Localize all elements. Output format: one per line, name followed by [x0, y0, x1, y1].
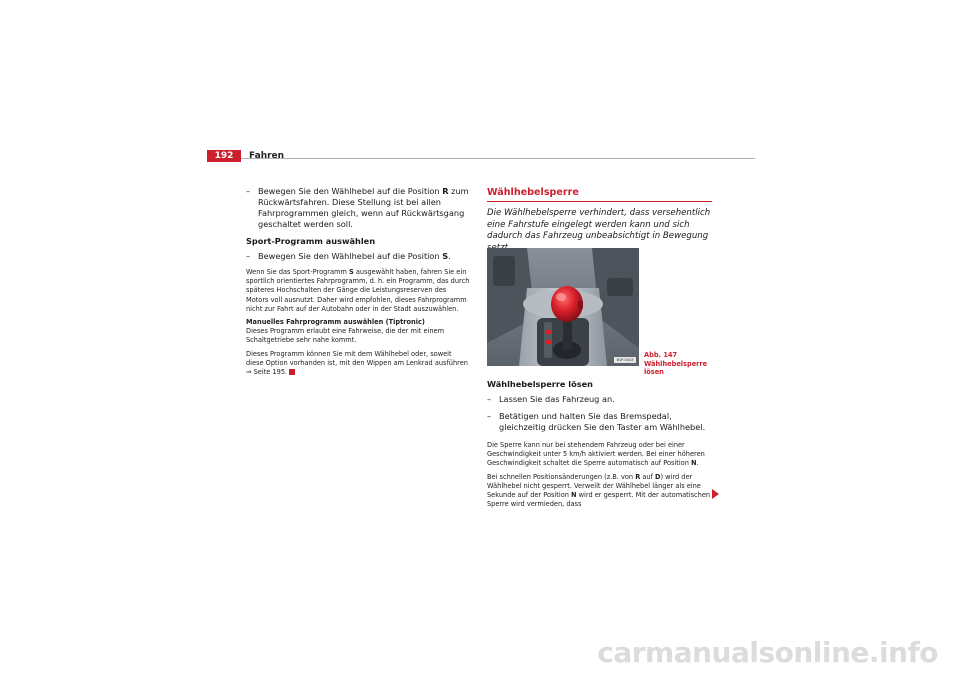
- section-intro: Die Wählhebelsperre verhindert, dass versehentlich eine Fahrstufe eingelegt werden kann und sich dadurch das Fahrzeug unbeabsichtigt in Bewegung: [487, 208, 711, 241]
- continue-arrow-icon: [712, 489, 719, 499]
- section-title: Wählhebelsperre: [487, 187, 712, 202]
- release-heading: Wählhebelsperre lösen: [487, 379, 593, 389]
- header-rule: [207, 158, 755, 159]
- note-quick-change: Bei schnellen Positionsänderungen (z.B. von R auf D) wird der Wählhebel nicht gesperrt. Verweilt der Wählhebel länger als eine Sekunde auf der Position N wird er gesperrt. Mit der automatischen Sperre wird vermieden, dass: [487, 472, 711, 509]
- page-link[interactable]: Dieses Programm können Sie mit dem Wählhebel oder, soweit diese Option vorhanden ist, mit den Wippen am Lenkrad ausführen ⇒ Seite 195.: [246, 349, 468, 377]
- right-column-lower: [487, 379, 712, 513]
- figure-caption: Abb. 147 Wählhebelsperre lösen: [644, 351, 708, 376]
- bullet-sport: – Bewegen Sie den Wählhebel auf die Position S.: [246, 251, 451, 261]
- step-press-brake: – Betätigen und halten Sie das Bremspedal, gleichzeitig drücken Sie den Taster am Wählhebel.: [487, 411, 706, 432]
- gear-selector-figure: [487, 248, 639, 366]
- chapter-title: Fahren: [249, 151, 285, 161]
- sport-description: Wenn Sie das Sport-Programm S ausgewählt haben, fahren Sie ein sportlich orientiertes Fahrprogramm, d. h. ein Programm, das durch späteres Hochschalten der Gänge die Leistungsreserven des Motors voll ausnutzt. Daher wird empfohlen, dieses Fahrprogramm nicht zur Fahrt auf der Autobahn oder in der Stadt auszuwählen.: [246, 268, 470, 313]
- page-number: 192: [207, 150, 241, 162]
- manual-description-2: [246, 350, 470, 378]
- step-start-vehicle: – Lassen Sie das Fahrzeug an.: [487, 394, 615, 404]
- manual-heading: Manuelles Fahrprogramm auswählen (Tiptronic): [246, 318, 425, 327]
- bullet-reverse: – Bewegen Sie den Wählhebel auf die Position R zum Rückwärtsfahren. Diese Stellung ist bei allen Fahrprogrammen gleich, wenn auf Rückwärtsgang geschaltet werden soll.: [246, 186, 469, 229]
- watermark: carmanualsonline.info: [597, 636, 938, 669]
- left-column: [246, 186, 470, 381]
- end-of-section-icon: [289, 369, 295, 375]
- gear-selector-illustration: [487, 248, 639, 366]
- note-lock-speed: Die Sperre kann nur bei stehendem Fahrzeug oder bei einer Geschwindigkeit unter 5 km/h aktiviert werden. Bei einer höheren Geschwindigkeit schaltet die Sperre automatisch auf Position N.: [487, 441, 705, 468]
- sport-heading: Sport-Programm auswählen: [246, 236, 376, 246]
- figure-code: B1P-0443: [614, 357, 636, 363]
- manual-description: Dieses Programm erlaubt eine Fahrweise, die der mit einem Schaltgetriebe sehr nahe kommt.: [246, 327, 445, 345]
